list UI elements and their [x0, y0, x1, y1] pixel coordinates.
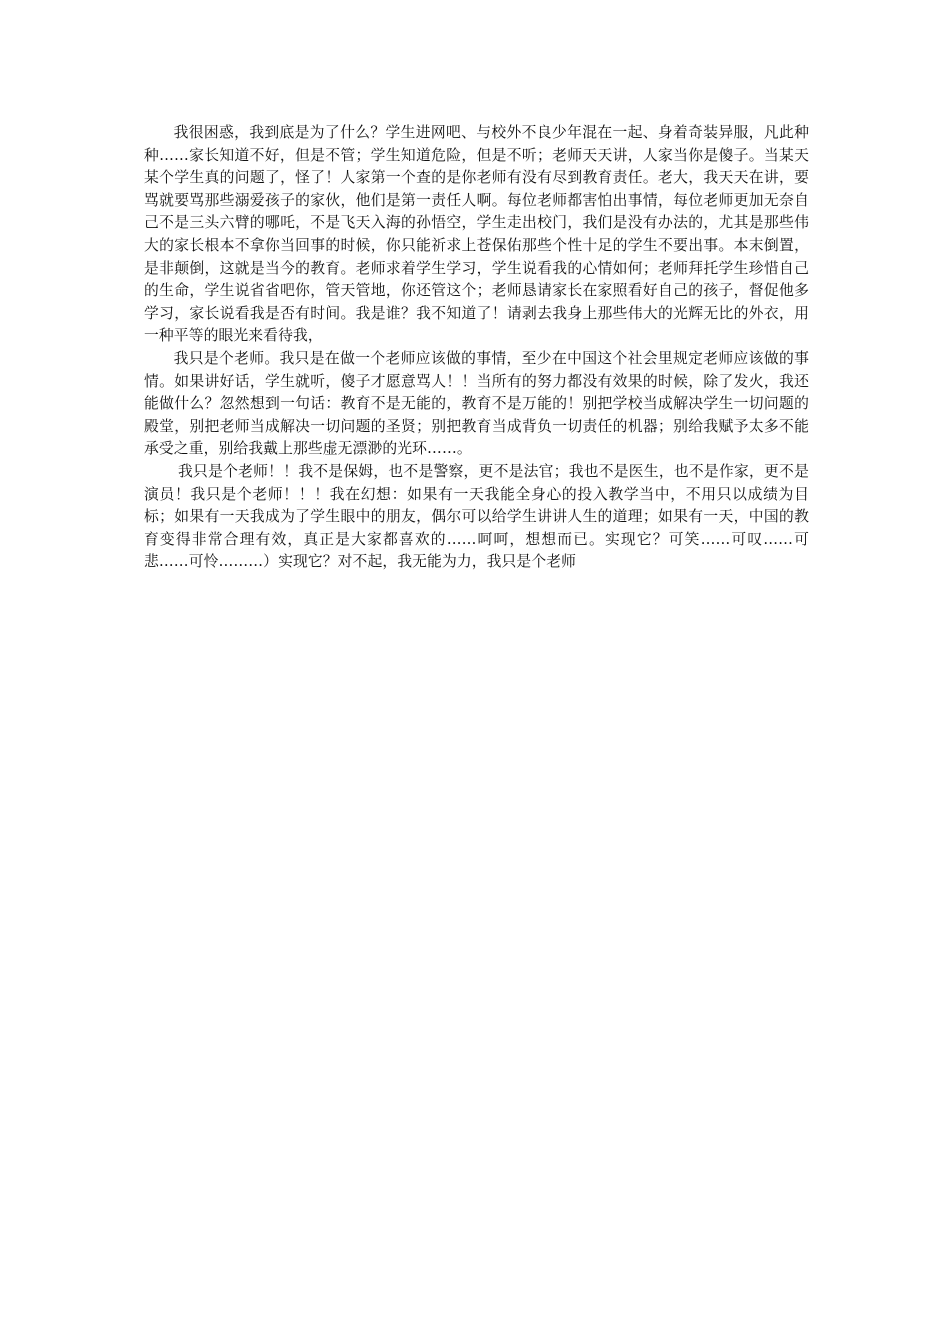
- paragraph-3: 我只是个老师！！我不是保姆，也不是警察，更不是法官；我也不是医生，也不是作家，更不是演员！我只是个老师！！！我在幻想：如果有一天我能全身心的投入教学当中，不用只以成绩为目标；如果有一天我成为了学生眼中的朋友，偶尔可以给学生讲讲人生的道理；如果有一天，中国的教育变得非常合理有效，真正是大家都喜欢的……呵呵，想想而已。实现它？可笑……可叹……可悲……可怜………）实现它？对不起，我无能为力，我只是个老师: [144, 462, 809, 571]
- paragraph-1: 我很困惑，我到底是为了什么？学生进网吧、与校外不良少年混在一起、身着奇装异服，凡此种种……家长知道不好，但是不管；学生知道危险，但是不听；老师天天讲，人家当你是傻子。当某天某个学生真的问题了，怪了！人家第一个查的是你老师有没有尽到教育责任。老大，我天天在讲，要骂就要骂那些溺爱孩子的家伙，他们是第一责任人啊。每位老师都害怕出事情，每位老师更加无奈自己不是三头六臂的哪吒，不是飞天入海的孙悟空，学生走出校门，我们是没有办法的，尤其是那些伟大的家长根本不拿你当回事的时候，你只能祈求上苍保佑那些个性十足的学生不要出事。本末倒置，是非颠倒，这就是当今的教育。老师求着学生学习，学生说看我的心情如何；老师拜托学生珍惜自己的生命，学生说省省吧你，管天管地，你还管这个；老师恳请家长在家照看好自己的孩子，督促他多学习，家长说看我是否有时间。我是谁？我不知道了！请剥去我身上那些伟大的光辉无比的外衣，用一种平等的眼光来看待我，: [144, 124, 809, 345]
- paragraph-2: 我只是个老师。我只是在做一个老师应该做的事情，至少在中国这个社会里规定老师应该做的事情。如果讲好话，学生就听，傻子才愿意骂人！！当所有的努力都没有效果的时候，除了发火，我还能做什么？忽然想到一句话：教育不是无能的，教育不是万能的！别把学校当成解决学生一切问题的殿堂，别把老师当成解决一切问题的圣贤；别把教育当成背负一切责任的机器；别给我赋予太多不能承受之重，别给我戴上那些虚无漂渺的光环……。: [144, 349, 809, 458]
- document-body: [144, 122, 809, 574]
